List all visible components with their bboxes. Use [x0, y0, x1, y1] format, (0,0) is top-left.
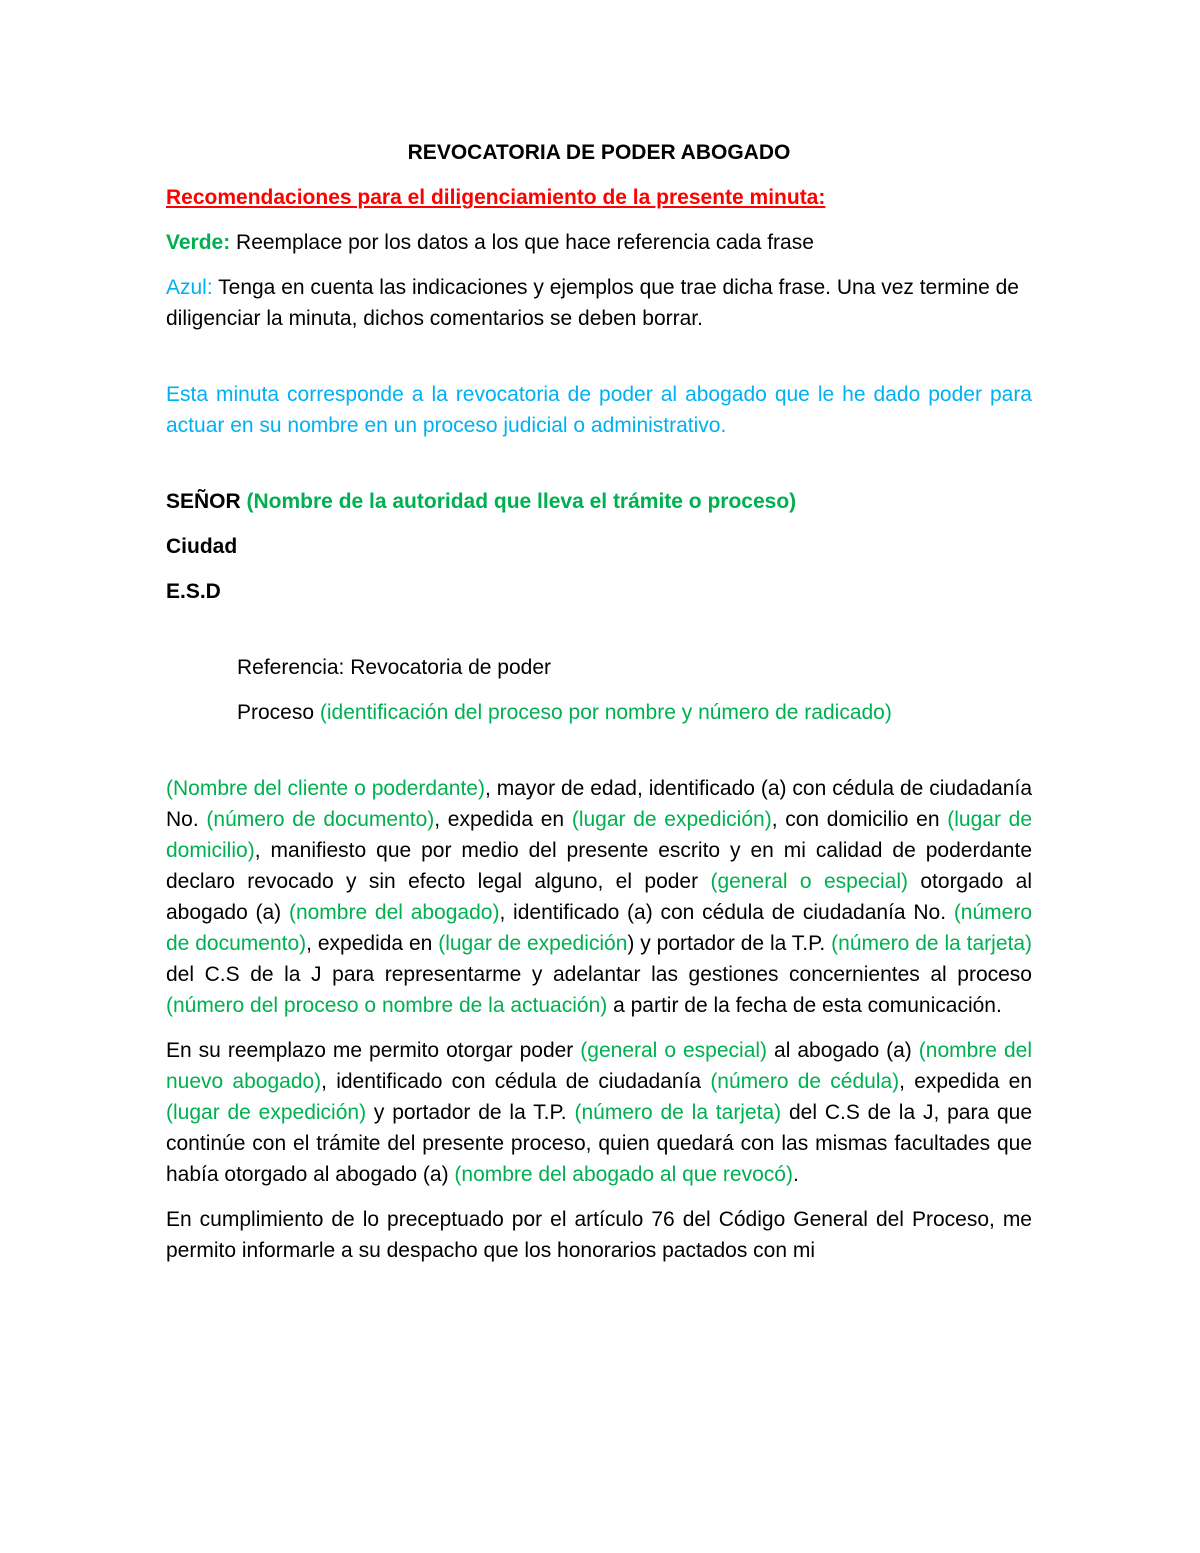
- body-text: , manifiesto que por medio del presente escrito y en mi calidad de poderdante declaro revocado y sin efecto legal alguno, el poder: [166, 839, 1032, 893]
- body-text: , expedida en: [306, 932, 439, 955]
- process-label: Proceso: [237, 701, 320, 724]
- addressee-line: [166, 486, 1032, 517]
- placeholder-text: (número del proceso o nombre de la actuación): [166, 994, 608, 1017]
- body-paragraph-fees: En cumplimiento de lo preceptuado por el artículo 76 del Código General del Proceso, me permito informarle a su despacho que los honorarios pactados con mi: [166, 1208, 1032, 1262]
- document-title: REVOCATORIA DE PODER ABOGADO: [407, 141, 791, 164]
- reference-line: Referencia: Revocatoria de poder: [237, 656, 552, 679]
- body-text: , expedida en: [434, 808, 572, 831]
- placeholder-text: (lugar de domicilio): [166, 808, 1033, 862]
- addressee-esd: E.S.D: [166, 580, 221, 603]
- placeholder-text: (número de cédula): [710, 1070, 900, 1093]
- body-paragraph-replacement: [166, 1035, 1032, 1190]
- placeholder-text: (número de documento): [166, 901, 1033, 955]
- placeholder-text: (nombre del abogado): [288, 901, 500, 924]
- body-text: del C.S de la J para representarme y adelantar las gestiones concernientes al proceso: [166, 963, 1032, 986]
- placeholder-text: (nombre del nuevo abogado): [166, 1039, 1032, 1093]
- addressee-authority: (Nombre de la autoridad que lleva el trámite o proceso): [246, 490, 797, 513]
- body-text: y portador de la T.P.: [366, 1101, 575, 1124]
- placeholder-text: (general o especial): [710, 870, 908, 893]
- process-line: [166, 697, 1032, 728]
- placeholder-text: (lugar de expedición): [571, 808, 772, 831]
- addressee-city: Ciudad: [166, 535, 238, 558]
- body-text: , identificado con cédula de ciudadanía: [321, 1070, 711, 1093]
- body-text: , con domicilio en: [771, 808, 948, 831]
- recommendations-heading: Recomendaciones para el diligenciamiento de la presente minuta:: [166, 186, 826, 209]
- body-text: a partir de la fecha de esta comunicación.: [607, 994, 1002, 1017]
- body-text: al abogado (a): [767, 1039, 919, 1062]
- body-text: , mayor de edad, identificado (a) con cédula de ciudadanía No.: [166, 777, 1033, 831]
- body-text: En su reemplazo me permito otorgar poder: [166, 1039, 581, 1062]
- legend-blue: [166, 272, 1032, 334]
- body-paragraph-revocation: [166, 773, 1032, 1021]
- addressee-senor: SEÑOR: [166, 490, 247, 513]
- spacer: [166, 348, 1032, 379]
- legend-green: [166, 227, 1032, 258]
- body-text: .: [792, 1163, 799, 1186]
- placeholder-text: (lugar de expedición): [166, 1101, 367, 1124]
- body-text: del C.S de la J, para que continúe con el trámite del presente proceso, quien quedará con las mismas facultades que había otorgado al abogado (a): [166, 1101, 1032, 1186]
- spacer: [166, 455, 1032, 486]
- body-text: otorgado al abogado (a): [166, 870, 1032, 924]
- body-text: ) y portador de la T.P.: [627, 932, 832, 955]
- process-placeholder: (identificación del proceso por nombre y número de radicado): [319, 701, 892, 724]
- intro-note: Esta minuta corresponde a la revocatoria de poder al abogado que le he dado poder para actuar en su nombre en un proceso judicial o administrativo.: [166, 383, 1032, 437]
- legend-blue-text: Tenga en cuenta las indicaciones y ejemplos que trae dicha frase. Una vez termine de diligenciar la minuta, dichos comentarios se deben borrar.: [166, 276, 1019, 330]
- body-text: , expedida en: [899, 1070, 1032, 1093]
- body-text: , identificado (a) con cédula de ciudadanía No.: [499, 901, 954, 924]
- spacer: [166, 742, 1032, 773]
- placeholder-text: (nombre del abogado al que revocó): [454, 1163, 793, 1186]
- legend-green-label: Verde:: [166, 231, 231, 254]
- placeholder-text: (número de la tarjeta): [831, 932, 1033, 955]
- legend-green-text: Reemplace por los datos a los que hace referencia cada frase: [230, 231, 814, 254]
- spacer: [166, 621, 1032, 652]
- document-body: [166, 137, 1032, 1280]
- placeholder-text: (lugar de expedición: [438, 932, 628, 955]
- placeholder-text: (Nombre del cliente o poderdante): [166, 777, 485, 800]
- placeholder-text: (general o especial): [580, 1039, 768, 1062]
- placeholder-text: (número de la tarjeta): [574, 1101, 782, 1124]
- placeholder-text: (número de documento): [206, 808, 435, 831]
- legend-blue-label: Azul:: [166, 276, 213, 299]
